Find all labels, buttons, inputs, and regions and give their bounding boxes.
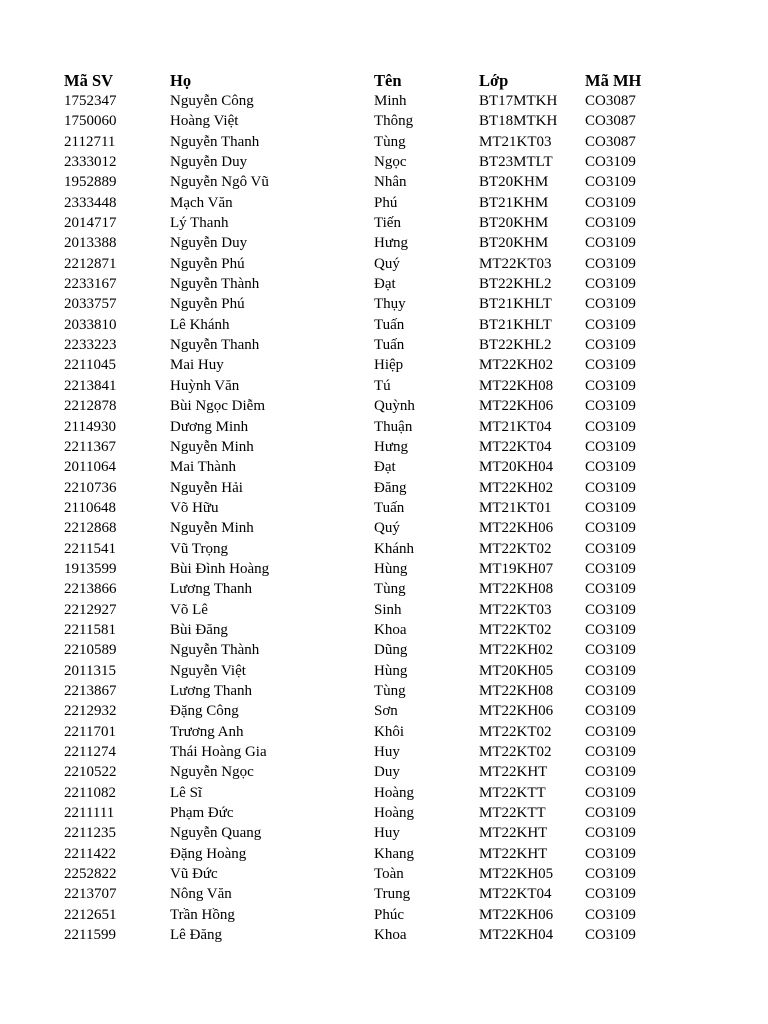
cell-student-id: 2211111: [64, 805, 115, 822]
table-row: [64, 559, 724, 579]
cell-student-id: 2211082: [64, 784, 116, 801]
cell-last-name: Nguyễn Thành: [170, 642, 260, 659]
cell-first-name: Hoàng: [374, 784, 414, 801]
cell-first-name: Minh: [374, 93, 407, 109]
cell-last-name: Nguyễn Ngọc: [170, 764, 254, 781]
table-row: [64, 437, 724, 457]
table-row: [64, 274, 724, 294]
cell-course-code: CO3109: [585, 927, 636, 944]
cell-student-id: 2011064: [64, 459, 116, 476]
cell-first-name: Hoàng: [374, 805, 414, 822]
cell-first-name: Quý: [374, 520, 400, 537]
cell-last-name: Phạm Đức: [170, 805, 234, 822]
cell-course-code: CO3109: [585, 642, 636, 659]
table-row: [64, 335, 724, 355]
cell-student-id: 2212871: [64, 255, 117, 272]
cell-first-name: Toàn: [374, 866, 404, 883]
table-row: [64, 701, 724, 721]
cell-first-name: Hiệp: [374, 357, 404, 374]
table-body: [64, 91, 724, 945]
header-student-id: Mã SV: [64, 71, 114, 90]
cell-course-code: CO3109: [585, 744, 636, 760]
cell-last-name: Lương Thanh: [170, 581, 253, 598]
cell-course-code: CO3109: [585, 337, 636, 354]
table-row: [64, 600, 724, 620]
cell-first-name: Hưng: [374, 438, 408, 455]
cell-class: MT22KH06: [479, 520, 554, 537]
cell-last-name: Bùi Đình Hoàng: [170, 560, 270, 577]
header-row: [64, 70, 724, 91]
cell-student-id: 2210589: [64, 642, 117, 659]
cell-class: MT22KH02: [479, 642, 554, 659]
cell-student-id: 2212932: [64, 703, 117, 720]
cell-course-code: CO3109: [585, 784, 636, 801]
cell-course-code: CO3109: [585, 316, 636, 333]
cell-student-id: 2212868: [64, 520, 117, 537]
cell-class: MT20KH05: [479, 662, 554, 679]
table-row: [64, 172, 724, 192]
cell-class: BT23MTLT: [479, 154, 553, 171]
cell-last-name: Mai Huy: [170, 357, 224, 374]
table-row: [64, 478, 724, 498]
table-row: [64, 803, 724, 823]
cell-last-name: Lê Đăng: [170, 927, 223, 944]
header-first-name: Tên: [374, 71, 402, 90]
table-row: [64, 91, 724, 111]
cell-class: MT22KHT: [479, 764, 548, 781]
cell-student-id: 2210736: [64, 479, 117, 496]
cell-class: MT22KTT: [479, 784, 546, 801]
cell-student-id: 1750060: [64, 113, 117, 130]
table-row: [64, 844, 724, 864]
cell-class: MT22KT02: [479, 540, 552, 557]
cell-last-name: Trần Hồng: [170, 906, 235, 923]
cell-last-name: Vũ Trọng: [170, 540, 228, 557]
cell-last-name: Thái Hoàng Gia: [170, 744, 267, 760]
cell-last-name: Nguyễn Minh: [170, 438, 254, 455]
table-row: [64, 661, 724, 681]
cell-course-code: CO3109: [585, 357, 636, 374]
cell-course-code: CO3109: [585, 682, 636, 699]
cell-first-name: Duy: [374, 764, 400, 781]
cell-first-name: Hưng: [374, 235, 408, 252]
cell-student-id: 2112711: [64, 133, 116, 150]
cell-last-name: Dương Minh: [170, 418, 249, 435]
table-row: [64, 905, 724, 925]
cell-first-name: Khang: [374, 845, 414, 862]
cell-first-name: Hùng: [374, 662, 408, 679]
cell-last-name: Bùi Ngọc Diễm: [170, 398, 265, 415]
cell-student-id: 2014717: [64, 215, 117, 232]
table-row: [64, 742, 724, 762]
cell-last-name: Đặng Công: [170, 703, 239, 720]
cell-student-id: 2213841: [64, 377, 117, 394]
cell-class: MT22KT04: [479, 886, 552, 903]
table-row: [64, 132, 724, 152]
cell-course-code: CO3109: [585, 418, 636, 435]
cell-course-code: CO3109: [585, 215, 636, 232]
cell-last-name: Nguyễn Duy: [170, 154, 248, 171]
cell-course-code: CO3109: [585, 906, 636, 923]
cell-first-name: Đạt: [374, 459, 396, 476]
cell-class: MT22KHT: [479, 825, 548, 842]
cell-first-name: Ngọc: [374, 154, 407, 171]
cell-first-name: Tuấn: [374, 337, 405, 354]
cell-course-code: CO3109: [585, 703, 636, 720]
cell-last-name: Nguyễn Thanh: [170, 337, 260, 354]
student-list-sheet: [64, 70, 724, 945]
table-row: [64, 417, 724, 437]
cell-course-code: CO3109: [585, 601, 636, 618]
cell-first-name: Tuấn: [374, 316, 405, 333]
cell-class: BT18MTKH: [479, 113, 558, 130]
cell-class: MT22KT02: [479, 744, 552, 760]
cell-course-code: CO3109: [585, 499, 636, 516]
cell-course-code: CO3109: [585, 296, 636, 313]
cell-course-code: CO3109: [585, 255, 636, 272]
cell-course-code: CO3109: [585, 621, 636, 638]
cell-course-code: CO3109: [585, 560, 636, 577]
cell-class: MT22KH06: [479, 906, 554, 923]
cell-first-name: Tiến: [374, 215, 401, 232]
cell-last-name: Võ Hữu: [170, 499, 219, 516]
cell-last-name: Nguyễn Phú: [170, 255, 245, 272]
header-class: Lớp: [479, 71, 509, 90]
table-header: [64, 70, 724, 91]
cell-last-name: Lý Thanh: [170, 215, 229, 232]
cell-first-name: Sơn: [374, 703, 398, 720]
cell-student-id: 2110648: [64, 499, 116, 516]
cell-course-code: CO3109: [585, 438, 636, 455]
cell-student-id: 2213866: [64, 581, 117, 598]
table-row: [64, 355, 724, 375]
cell-course-code: CO3109: [585, 723, 636, 740]
cell-student-id: 2213867: [64, 682, 117, 699]
cell-last-name: Nguyễn Quang: [170, 825, 262, 842]
cell-class: MT22KH04: [479, 927, 554, 944]
student-table: [64, 70, 724, 945]
cell-course-code: CO3087: [585, 113, 636, 130]
cell-student-id: 2211541: [64, 540, 116, 557]
cell-student-id: 1952889: [64, 174, 117, 191]
table-row: [64, 376, 724, 396]
cell-last-name: Huỳnh Văn: [170, 377, 240, 394]
table-row: [64, 396, 724, 416]
cell-first-name: Nhân: [374, 174, 407, 191]
cell-student-id: 2211274: [64, 744, 116, 760]
cell-class: MT22KT03: [479, 255, 552, 272]
cell-class: BT22KHL2: [479, 337, 552, 354]
cell-first-name: Quỳnh: [374, 398, 415, 415]
cell-course-code: CO3109: [585, 154, 636, 171]
header-last-name: Họ: [170, 71, 192, 90]
table-row: [64, 640, 724, 660]
cell-class: MT20KH04: [479, 459, 554, 476]
table-row: [64, 498, 724, 518]
table-row: [64, 783, 724, 803]
table-row: [64, 254, 724, 274]
table-row: [64, 111, 724, 131]
cell-last-name: Mạch Văn: [170, 194, 233, 211]
cell-course-code: CO3087: [585, 133, 636, 150]
cell-last-name: Trương Anh: [170, 723, 244, 740]
cell-course-code: CO3109: [585, 764, 636, 781]
cell-class: MT22KH06: [479, 703, 554, 720]
cell-class: MT22KH06: [479, 398, 554, 415]
cell-student-id: 2013388: [64, 235, 117, 252]
cell-class: BT22KHL2: [479, 276, 552, 293]
cell-course-code: CO3109: [585, 276, 636, 293]
table-row: [64, 457, 724, 477]
cell-student-id: 2211599: [64, 927, 116, 944]
cell-class: MT22KH08: [479, 682, 554, 699]
cell-first-name: Sinh: [374, 601, 402, 618]
cell-course-code: CO3087: [585, 93, 636, 109]
cell-class: MT21KT04: [479, 418, 552, 435]
cell-student-id: 2211581: [64, 621, 116, 638]
table-row: [64, 925, 724, 945]
cell-class: MT22KT02: [479, 621, 552, 638]
cell-student-id: 2210522: [64, 764, 117, 781]
cell-first-name: Phúc: [374, 906, 404, 923]
cell-class: MT22KT04: [479, 438, 552, 455]
cell-course-code: CO3109: [585, 479, 636, 496]
cell-student-id: 2213707: [64, 886, 117, 903]
table-row: [64, 620, 724, 640]
cell-class: BT20KHM: [479, 174, 549, 191]
cell-last-name: Lê Khánh: [170, 316, 230, 333]
cell-last-name: Nguyễn Duy: [170, 235, 248, 252]
cell-class: BT20KHM: [479, 235, 549, 252]
table-row: [64, 823, 724, 843]
cell-student-id: 2252822: [64, 866, 117, 883]
cell-first-name: Khánh: [374, 540, 414, 557]
cell-student-id: 2211422: [64, 845, 116, 862]
cell-class: MT22KT03: [479, 601, 552, 618]
table-row: [64, 884, 724, 904]
cell-course-code: CO3109: [585, 540, 636, 557]
cell-last-name: Đặng Hoàng: [170, 845, 247, 862]
cell-first-name: Quý: [374, 255, 400, 272]
cell-student-id: 2211235: [64, 825, 116, 842]
table-row: [64, 864, 724, 884]
cell-class: BT21KHLT: [479, 316, 552, 333]
cell-last-name: Nguyễn Minh: [170, 520, 254, 537]
cell-first-name: Trung: [374, 886, 411, 903]
cell-first-name: Tùng: [374, 133, 406, 150]
cell-first-name: Thông: [374, 113, 414, 130]
cell-student-id: 1752347: [64, 93, 117, 109]
table-row: [64, 579, 724, 599]
cell-class: BT17MTKH: [479, 93, 558, 109]
cell-first-name: Huy: [374, 825, 400, 842]
table-row: [64, 518, 724, 538]
cell-last-name: Mai Thành: [170, 459, 236, 476]
cell-class: MT22KH02: [479, 479, 554, 496]
cell-first-name: Khoa: [374, 927, 407, 944]
cell-first-name: Khoa: [374, 621, 407, 638]
table-row: [64, 722, 724, 742]
cell-first-name: Dũng: [374, 642, 408, 659]
cell-course-code: CO3109: [585, 377, 636, 394]
cell-first-name: Tùng: [374, 581, 406, 598]
cell-course-code: CO3109: [585, 194, 636, 211]
cell-class: MT22KTT: [479, 805, 546, 822]
cell-first-name: Huy: [374, 744, 400, 760]
cell-course-code: CO3109: [585, 235, 636, 252]
cell-last-name: Bùi Đăng: [170, 621, 228, 638]
cell-first-name: Thụy: [374, 296, 406, 313]
cell-course-code: CO3109: [585, 398, 636, 415]
cell-last-name: Lê Sĩ: [170, 784, 203, 801]
table-row: [64, 213, 724, 233]
cell-course-code: CO3109: [585, 662, 636, 679]
header-course-code: Mã MH: [585, 71, 642, 90]
cell-student-id: 2211367: [64, 438, 116, 455]
cell-class: MT22KH02: [479, 357, 554, 374]
cell-first-name: Hùng: [374, 560, 408, 577]
cell-course-code: CO3109: [585, 520, 636, 537]
cell-student-id: 2212651: [64, 906, 117, 923]
cell-last-name: Nguyễn Việt: [170, 662, 246, 679]
table-row: [64, 193, 724, 213]
cell-first-name: Khôi: [374, 723, 404, 740]
cell-last-name: Nông Văn: [170, 886, 232, 903]
cell-student-id: 2114930: [64, 418, 116, 435]
cell-student-id: 2211701: [64, 723, 116, 740]
cell-last-name: Vũ Đức: [170, 866, 218, 883]
cell-last-name: Nguyễn Công: [170, 93, 254, 109]
cell-class: BT20KHM: [479, 215, 549, 232]
cell-first-name: Đạt: [374, 276, 396, 293]
cell-student-id: 2333012: [64, 154, 117, 171]
cell-student-id: 2211045: [64, 357, 116, 374]
cell-first-name: Tuấn: [374, 499, 405, 516]
cell-student-id: 2212927: [64, 601, 117, 618]
table-row: [64, 681, 724, 701]
table-row: [64, 315, 724, 335]
cell-course-code: CO3109: [585, 805, 636, 822]
cell-last-name: Nguyễn Ngô Vũ: [170, 174, 269, 191]
cell-class: MT22KT02: [479, 723, 552, 740]
cell-last-name: Hoàng Việt: [170, 113, 239, 130]
cell-class: MT22KH08: [479, 581, 554, 598]
cell-last-name: Nguyễn Hải: [170, 479, 243, 496]
cell-course-code: CO3109: [585, 866, 636, 883]
cell-first-name: Phú: [374, 194, 398, 211]
table-row: [64, 152, 724, 172]
cell-last-name: Nguyễn Thành: [170, 276, 260, 293]
cell-class: MT22KH08: [479, 377, 554, 394]
cell-student-id: 2212878: [64, 398, 117, 415]
table-row: [64, 233, 724, 253]
cell-last-name: Nguyễn Thanh: [170, 133, 260, 150]
cell-class: MT19KH07: [479, 560, 554, 577]
cell-course-code: CO3109: [585, 845, 636, 862]
cell-student-id: 2233223: [64, 337, 117, 354]
cell-first-name: Tú: [374, 377, 391, 394]
cell-last-name: Võ Lê: [170, 601, 208, 618]
cell-last-name: Lương Thanh: [170, 682, 253, 699]
cell-course-code: CO3109: [585, 459, 636, 476]
cell-course-code: CO3109: [585, 581, 636, 598]
cell-class: MT22KH05: [479, 866, 554, 883]
table-row: [64, 539, 724, 559]
table-row: [64, 294, 724, 314]
cell-class: MT22KHT: [479, 845, 548, 862]
cell-student-id: 2233167: [64, 276, 117, 293]
cell-course-code: CO3109: [585, 886, 636, 903]
cell-first-name: Đăng: [374, 479, 407, 496]
cell-first-name: Thuận: [374, 418, 413, 435]
cell-class: MT21KT03: [479, 133, 552, 150]
cell-first-name: Tùng: [374, 682, 406, 699]
cell-student-id: 1913599: [64, 560, 117, 577]
cell-student-id: 2033810: [64, 316, 117, 333]
cell-course-code: CO3109: [585, 174, 636, 191]
cell-class: BT21KHM: [479, 194, 549, 211]
cell-student-id: 2011315: [64, 662, 116, 679]
cell-student-id: 2333448: [64, 194, 117, 211]
table-row: [64, 762, 724, 782]
cell-course-code: CO3109: [585, 825, 636, 842]
cell-student-id: 2033757: [64, 296, 117, 313]
cell-class: MT21KT01: [479, 499, 552, 516]
cell-last-name: Nguyễn Phú: [170, 296, 245, 313]
cell-class: BT21KHLT: [479, 296, 552, 313]
